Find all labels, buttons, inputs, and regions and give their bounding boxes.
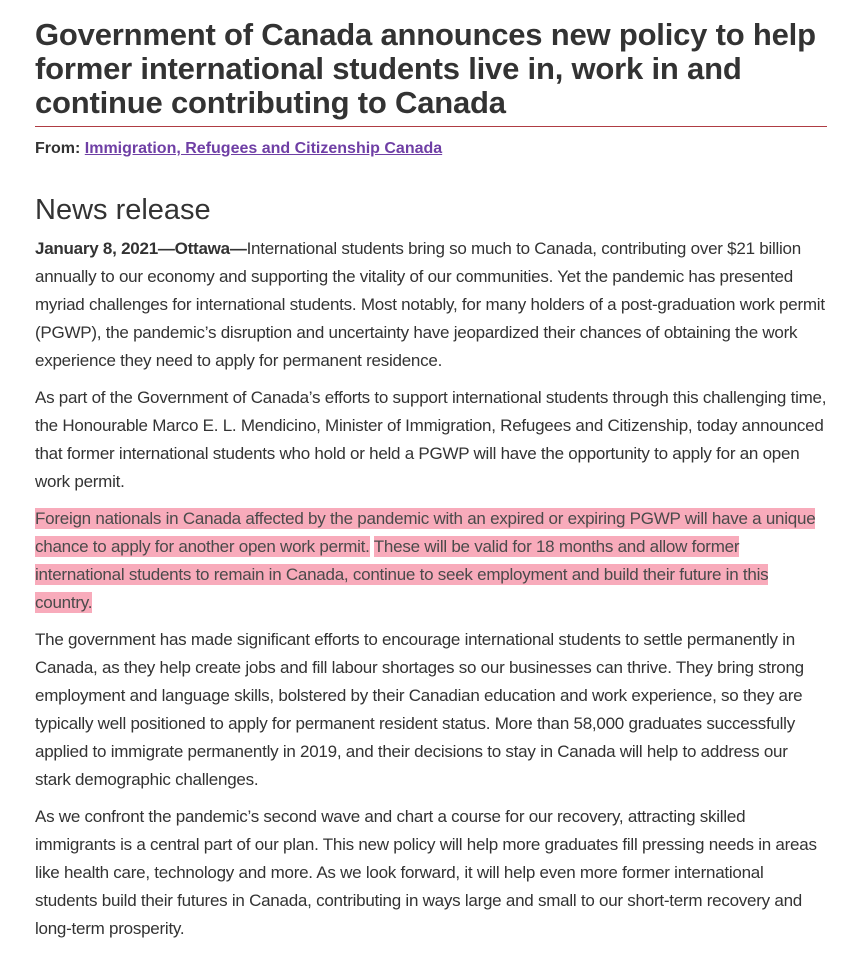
department-link[interactable]: Immigration, Refugees and Citizenship Canada bbox=[84, 140, 443, 157]
dateline: January 8, 2021—Ottawa— bbox=[35, 239, 247, 258]
from-label: From: bbox=[35, 140, 81, 157]
paragraph-4: The government has made significant efforts to encourage international students to settle permanently in Canada, as they help create jobs and fill labour shortages so our businesses can thrive. They bring strong employment and language skills, bolstered by their Canadian education and work experience, so they are typically well positioned to apply for permanent resident status. More than 58,000 graduates successfully applied to immigrate permanently in 2019, and their decisions to stay in Canada will help to address our stark demographic challenges. bbox=[35, 630, 804, 789]
page-title: Government of Canada announces new policy to help former international students live in, work in and continue contributing to Canada bbox=[35, 18, 827, 127]
paragraph-2: As part of the Government of Canada’s efforts to support international students through this challenging time, the Honourable Marco E. L. Mendicino, Minister of Immigration, Refugees and Citizenship, today announced that former international students who hold or held a PGWP will have the opportunity to apply for an open work permit. bbox=[35, 388, 827, 491]
section-heading: News release bbox=[35, 194, 211, 226]
highlighted-text-b: These will be valid for 18 months and allow former international students to remain in Canada, continue to seek employment and build their future in this country. bbox=[35, 537, 769, 612]
paragraph-1-text: International students bring so much to Canada, contributing over $21 billion annually to our economy and supporting the vitality of our communities. Yet the pandemic has presented myriad challenges for international students. Most notably, for many holders of a post-graduation work permit (PGWP), the pandemic’s disruption and uncertainty have jeopardized their chances of obtaining the work experience they need to apply for permanent residence. bbox=[35, 239, 825, 370]
paragraph-1 bbox=[35, 235, 827, 375]
paragraph-3-highlighted bbox=[35, 505, 827, 617]
news-release-page bbox=[35, 18, 827, 943]
highlighted-text-a: Foreign nationals in Canada affected by the pandemic with an expired or expiring PGWP will have a unique chance to apply for another open work permit. bbox=[35, 509, 816, 556]
paragraph-5: As we confront the pandemic’s second wave and chart a course for our recovery, attracting skilled immigrants is a central part of our plan. This new policy will help more graduates fill pressing needs in areas like health care, technology and more. As we look forward, it will help even more former international students build their futures in Canada, contributing in ways large and small to our short-term recovery and long-term prosperity. bbox=[35, 807, 817, 938]
from-line bbox=[35, 138, 827, 160]
